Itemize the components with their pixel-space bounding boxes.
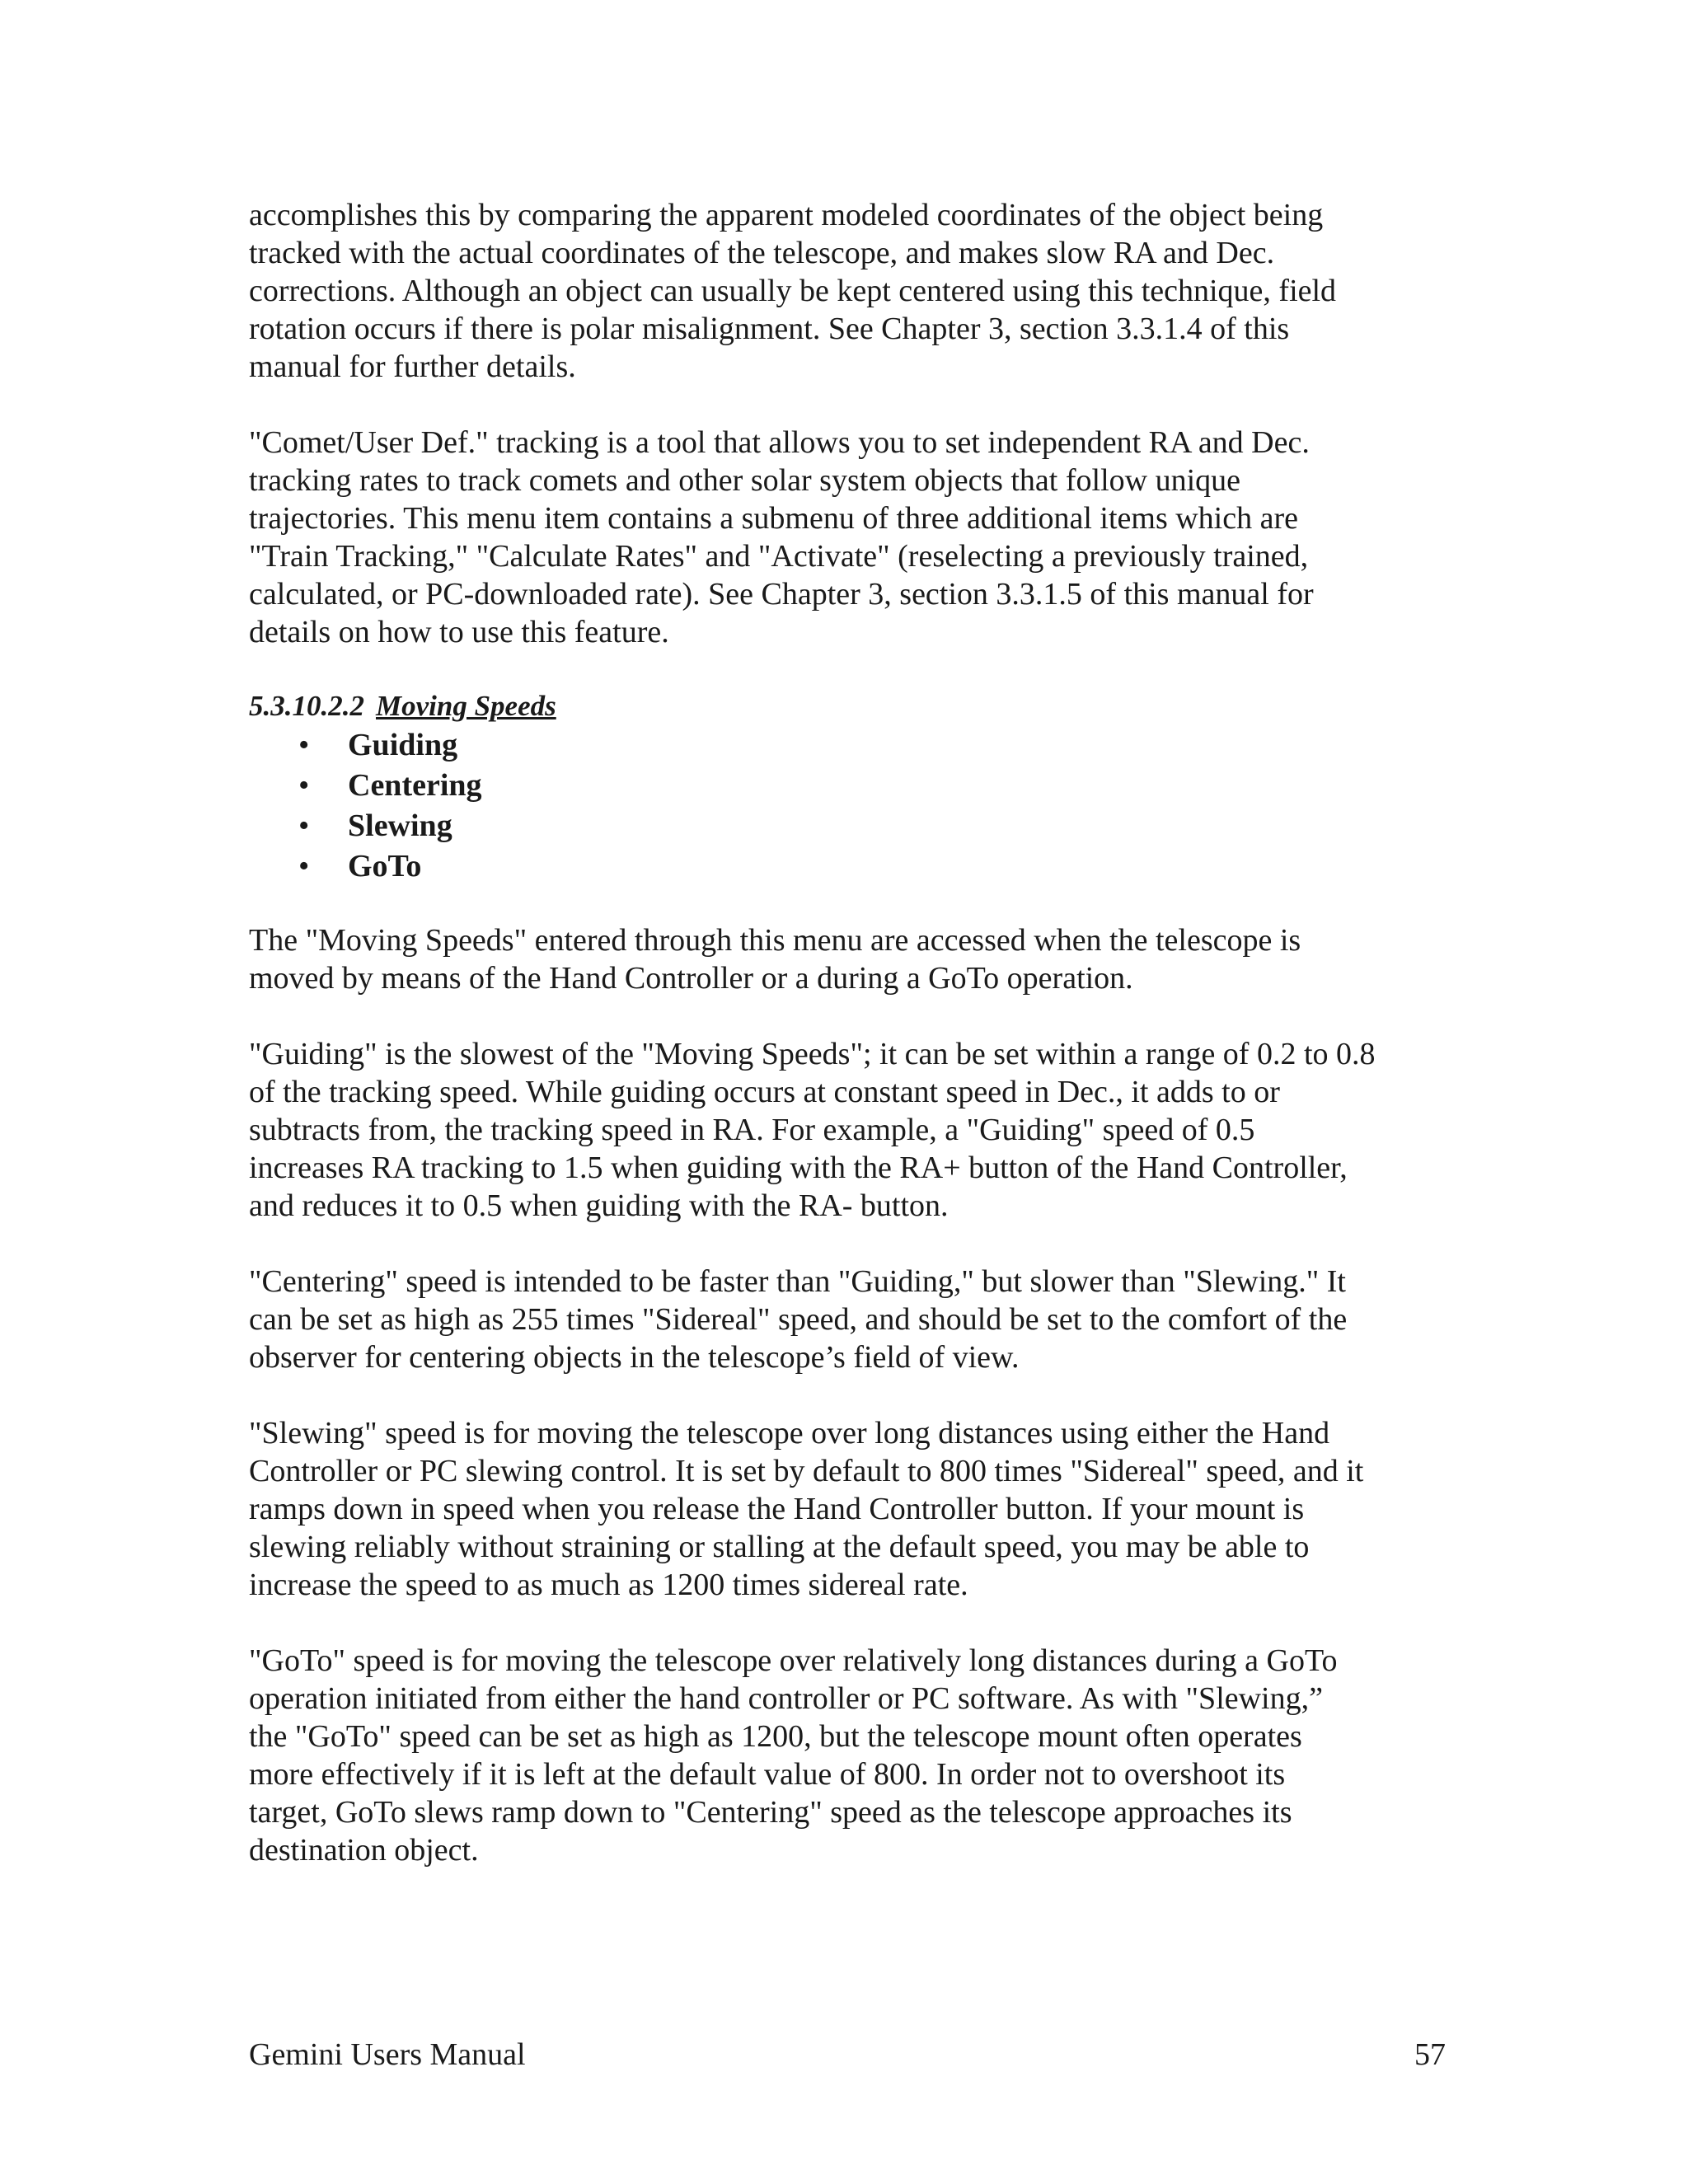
text-line: trajectories. This menu item contains a submenu of three additional items which are <box>249 501 1298 536</box>
text-line: details on how to use this feature. <box>249 615 669 649</box>
list-item <box>249 725 1452 766</box>
text-line: rotation occurs if there is polar misalignment. See Chapter 3, section 3.3.1.4 of this <box>249 312 1290 346</box>
text-line: operation initiated from either the hand controller or PC software. As with "Slewing,” <box>249 1681 1323 1716</box>
text-line: "Slewing" speed is for moving the telescope over long distances using either the Hand <box>249 1416 1330 1451</box>
text-line: "Comet/User Def." tracking is a tool that allows you to set independent RA and Dec. <box>249 425 1310 460</box>
text-line: "Guiding" is the slowest of the "Moving Speeds"; it can be set within a range of 0.2 to 0.8 <box>249 1037 1376 1071</box>
list-item <box>249 806 1452 846</box>
page-number: 57 <box>1414 2037 1446 2072</box>
text-line: "Centering" speed is intended to be faster than "Guiding," but slower than "Slewing." It <box>249 1264 1346 1299</box>
list-item-label: Centering <box>348 768 482 803</box>
text-line: subtracts from, the tracking speed in RA. For example, a "Guiding" speed of 0.5 <box>249 1113 1255 1147</box>
moving-speeds-list <box>249 725 1452 887</box>
list-item-label: Guiding <box>348 728 458 762</box>
text-line: tracking rates to track comets and other solar system objects that follow unique <box>249 463 1240 498</box>
section-title: Moving Speeds <box>376 690 556 722</box>
list-item <box>249 846 1452 887</box>
text-line: target, GoTo slews ramp down to "Centering" speed as the telescope approaches its <box>249 1795 1292 1830</box>
bullet-icon: • <box>298 808 310 843</box>
text-line: of the tracking speed. While guiding occurs at constant speed in Dec., it adds to or <box>249 1075 1280 1109</box>
text-line: "Train Tracking," "Calculate Rates" and "Activate" (reselecting a previously trained, <box>249 539 1309 574</box>
list-item-label: GoTo <box>348 849 422 883</box>
text-line: accomplishes this by comparing the apparent modeled coordinates of the object being <box>249 198 1324 232</box>
text-line: more effectively if it is left at the default value of 800. In order not to overshoot its <box>249 1757 1286 1792</box>
text-line: calculated, or PC-downloaded rate). See Chapter 3, section 3.3.1.5 of this manual for <box>249 577 1314 612</box>
text-line: manual for further details. <box>249 349 576 384</box>
paragraph-moving-speeds-intro <box>249 921 1452 997</box>
paragraph-tracking-method <box>249 196 1452 386</box>
section-number: 5.3.10.2.2 <box>249 690 364 722</box>
footer-title: Gemini Users Manual <box>249 2037 526 2072</box>
text-line: The "Moving Speeds" entered through this menu are accessed when the telescope is <box>249 923 1301 958</box>
paragraph-comet-tracking <box>249 424 1452 651</box>
text-line: corrections. Although an object can usually be kept centered using this technique, field <box>249 274 1337 308</box>
bullet-icon: • <box>298 849 310 883</box>
text-line: tracked with the actual coordinates of the telescope, and makes slow RA and Dec. <box>249 236 1275 270</box>
text-line: increases RA tracking to 1.5 when guiding with the RA+ button of the Hand Controller, <box>249 1151 1348 1185</box>
section-heading <box>249 687 1452 725</box>
text-line: moved by means of the Hand Controller or a during a GoTo operation. <box>249 961 1133 996</box>
text-line: and reduces it to 0.5 when guiding with the RA- button. <box>249 1188 949 1223</box>
bullet-icon: • <box>298 768 310 803</box>
page-body <box>249 196 1452 1869</box>
text-line: increase the speed to as much as 1200 times sidereal rate. <box>249 1568 968 1602</box>
bullet-icon: • <box>298 728 310 762</box>
paragraph-slewing <box>249 1414 1452 1604</box>
text-line: ramps down in speed when you release the Hand Controller button. If your mount is <box>249 1492 1305 1526</box>
text-line: Controller or PC slewing control. It is set by default to 800 times "Sidereal" speed, and it <box>249 1454 1364 1488</box>
list-item-label: Slewing <box>348 808 452 843</box>
text-line: observer for centering objects in the telescope’s field of view. <box>249 1340 1020 1375</box>
text-line: destination object. <box>249 1833 479 1868</box>
text-line: the "GoTo" speed can be set as high as 1200, but the telescope mount often operates <box>249 1719 1302 1754</box>
text-line: can be set as high as 255 times "Sidereal" speed, and should be set to the comfort of the <box>249 1302 1348 1337</box>
paragraph-guiding <box>249 1035 1452 1225</box>
list-item <box>249 766 1452 806</box>
text-line: "GoTo" speed is for moving the telescope over relatively long distances during a GoTo <box>249 1643 1338 1678</box>
paragraph-centering <box>249 1263 1452 1376</box>
paragraph-goto <box>249 1642 1452 1869</box>
text-line: slewing reliably without straining or stalling at the default speed, you may be able to <box>249 1530 1310 1564</box>
